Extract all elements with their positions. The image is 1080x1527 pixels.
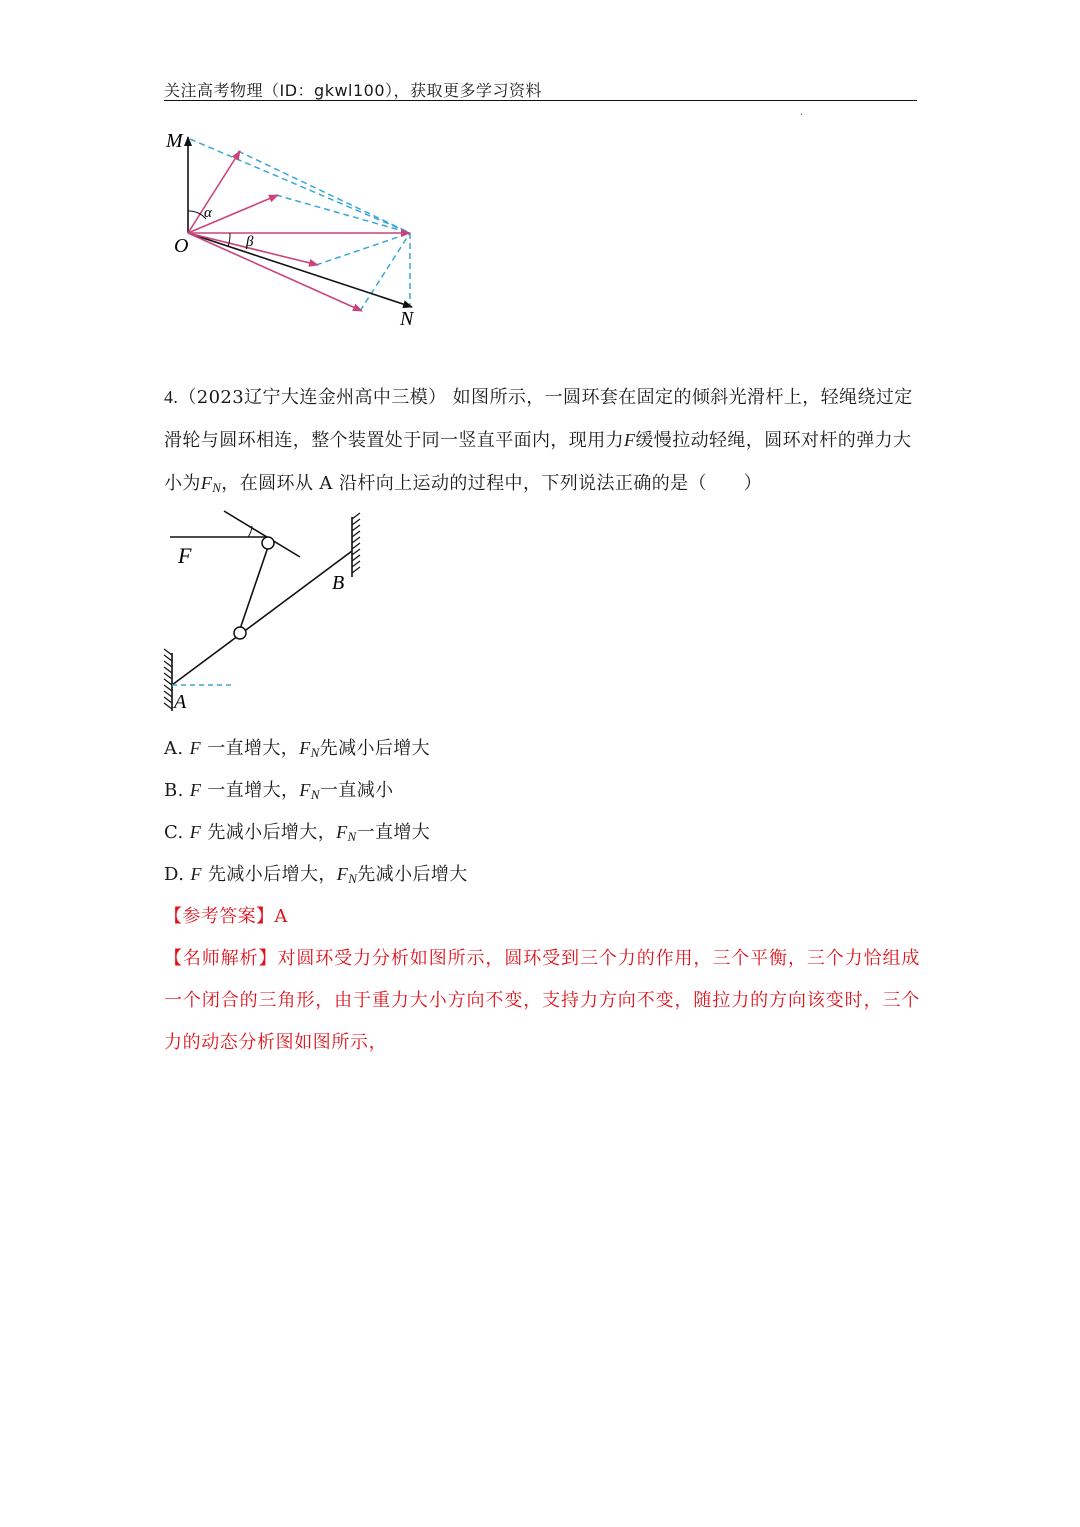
reference-answer — [164, 902, 288, 928]
option-d-FN-sub: N — [348, 871, 358, 886]
force-vectors — [188, 151, 410, 311]
answer-value: A — [274, 906, 288, 927]
option-b-text-2: 一直减小 — [319, 780, 394, 801]
stray-dot: · — [800, 110, 804, 121]
question-text-1: 如图所示，一圆环套在固定的倾斜光滑杆上，轻绳绕过定滑轮与圆环相连，整个装置处于同一竖直平面内，现用力 — [164, 387, 913, 451]
option-c-letter: C. — [164, 822, 184, 843]
option-a[interactable] — [164, 734, 430, 761]
option-d[interactable] — [164, 860, 468, 887]
option-d-FN: F — [336, 864, 349, 884]
option-b-F: F — [189, 780, 202, 800]
option-b-FN-sub: N — [310, 787, 320, 802]
option-d-text-1: 先减小后增大， — [207, 864, 337, 885]
question-4 — [164, 376, 920, 509]
wall-A-hatch — [164, 649, 172, 709]
option-b[interactable] — [164, 776, 394, 803]
label-alpha: α — [204, 205, 212, 221]
label-A: A — [174, 691, 187, 713]
option-a-FN-sub: N — [310, 745, 320, 760]
option-a-FN: F — [299, 738, 311, 758]
option-a-text-2: 先减小后增大 — [319, 738, 431, 759]
page-header: 关注高考物理（ID：gkwl100），获取更多学习资料 — [164, 81, 543, 100]
ring-rod-pulley-diagram — [160, 505, 370, 715]
question-number: 4. — [164, 387, 179, 407]
question-FN: F — [200, 473, 213, 493]
pulley-support — [224, 511, 300, 557]
dashed-construction-lines — [190, 139, 410, 311]
option-b-text-1: 一直增大， — [207, 780, 300, 801]
option-b-FN: F — [299, 780, 311, 800]
teacher-analysis — [164, 938, 920, 1064]
option-c-F: F — [189, 822, 202, 842]
option-d-letter: D. — [164, 864, 185, 885]
option-a-F: F — [189, 738, 202, 758]
label-O: O — [174, 235, 189, 257]
option-b-letter: B. — [164, 780, 184, 801]
option-c-text-2: 一直增大 — [356, 822, 431, 843]
label-beta: β — [246, 234, 254, 250]
option-c-FN: F — [336, 822, 348, 842]
analysis-label: 【名师解析】 — [164, 948, 278, 969]
header-rule — [164, 100, 917, 101]
inclined-rod — [172, 551, 352, 685]
label-N: N — [400, 308, 414, 330]
beta-arc — [228, 233, 230, 247]
question-source: （2023辽宁大连金州高中三模） — [178, 387, 447, 408]
question-text-3: ，在圆环从 A 沿杆向上运动的过程中，下列说法正确的是（ ） — [221, 473, 763, 494]
label-M: M — [166, 130, 183, 152]
question-FN-sub: N — [212, 480, 222, 495]
answer-label: 【参考答案】 — [164, 906, 275, 927]
question-F: F — [624, 430, 636, 450]
option-c[interactable] — [164, 818, 430, 845]
option-a-text-1: 一直增大， — [207, 738, 300, 759]
analysis-text: 对圆环受力分析如图所示，圆环受到三个力的作用，三个平衡，三个力恰组成一个闭合的三角形，由于重力大小方向不变，支持力方向不变，随拉力的方向该变时，三个力的动态分析图如图所示， — [164, 948, 920, 1053]
label-B: B — [332, 572, 345, 594]
option-d-F: F — [190, 864, 202, 884]
ring — [234, 627, 246, 639]
option-c-FN-sub: N — [347, 829, 357, 844]
force-vector-diagram — [160, 125, 430, 335]
label-F: F — [178, 543, 192, 568]
wall-B-hatch — [352, 513, 360, 573]
option-c-text-1: 先减小后增大， — [207, 822, 337, 843]
option-d-text-2: 先减小后增大 — [357, 864, 468, 885]
pulley — [262, 537, 274, 549]
question-text-2: 缓慢拉动轻绳，圆环对杆的弹力大小为 — [164, 430, 912, 494]
option-a-letter: A. — [164, 738, 184, 759]
